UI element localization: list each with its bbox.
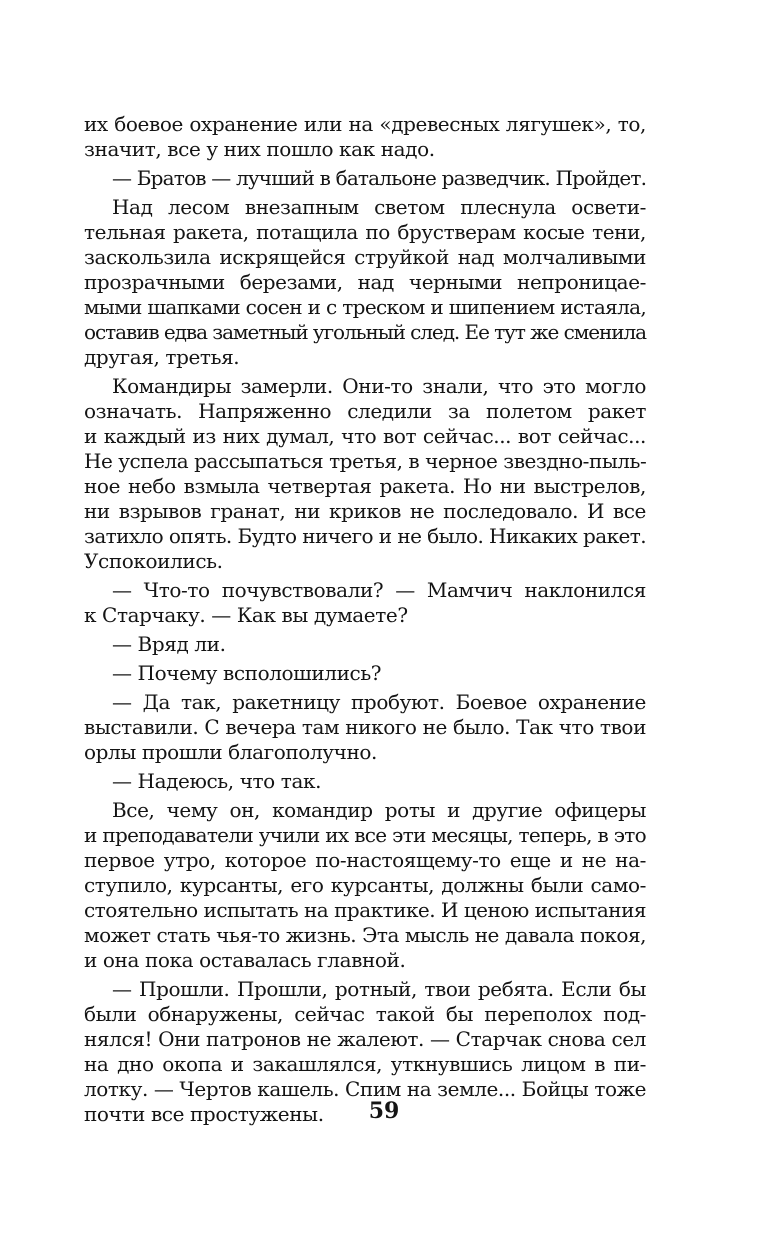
text-line: означать. Напряженно следили за полетом ракет [84,399,646,423]
text-line: — Надеюсь, что так. [112,769,322,793]
text-line: лотку. — Чертов кашель. Спим на земле... Бойцы тоже [84,1077,647,1101]
text-line: и каждый из них думал, что вот сейчас... вот сейчас... [84,424,646,448]
text-line: — Братов — лучший в батальоне разведчик. Пройдет. [112,166,647,190]
text-line: нялся! Они патронов не жалеют. — Старчак снова сел [84,1027,646,1051]
text-line: затихло опять. Будто ничего и не было. Никаких ракет. [84,524,646,548]
text-line: мыми шапками сосен и с треском и шипением истаяла, [84,295,647,319]
text-line: ное небо взмыла четвертая ракета. Но ни выстрелов, [84,474,646,498]
text-line: стоятельно испытать на практике. И ценою испытания [84,898,646,922]
text-line: Над лесом внезапным светом плеснула освети- [112,195,646,219]
text-line: — Что-то почувствовали? — Мамчич наклонился [112,578,646,602]
text-line: почти все простужены. [84,1102,324,1126]
text-line: орлы прошли благополучно. [84,740,377,764]
text-line: Успокоились. [84,549,223,573]
text-line: ступило, курсанты, его курсанты, должны были само- [84,873,646,897]
paragraph [84,632,646,657]
text-line: Командиры замерли. Они-то знали, что это могло [112,374,646,398]
paragraph [84,661,646,686]
text-line: — Почему всполошились? [112,661,382,685]
text-line: заскользила искрящейся струйкой над молчаливыми [84,245,646,269]
text-line: на дно окопа и закашлялся, уткнувшись лицом в пи- [84,1052,646,1076]
text-line: ни взрывов гранат, ни криков не последовало. И все [84,499,646,523]
paragraph [84,798,646,973]
text-line: другая, третья. [84,345,240,369]
text-line: может стать чья-то жизнь. Эта мысль не давала покоя, [84,923,646,947]
paragraph [84,690,646,765]
paragraph [84,112,646,162]
text-line: первое утро, которое по-настоящему-то еще и не на- [84,848,646,872]
text-line: — Да так, ракетницу пробуют. Боевое охранение [112,690,646,714]
text-line: прозрачными березами, над черными непроницае- [84,270,646,294]
text-line: оставив едва заметный угольный след. Ее тут же сменила [84,320,646,344]
text-line: Не успела рассыпаться третья, в черное звездно-пыль- [84,449,647,473]
paragraph [84,578,646,628]
paragraph [84,374,646,574]
paragraph [84,195,646,370]
paragraph [84,769,646,794]
paragraph [84,166,646,191]
text-line: значит, все у них пошло как надо. [84,137,435,161]
text-line: к Старчаку. — Как вы думаете? [84,603,408,627]
text-line: Все, чему он, командир роты и другие офицеры [112,798,646,822]
page-number: 59 [368,1098,400,1124]
text-line: и преподаватели учили их все эти месяцы, теперь, в это [84,823,646,847]
text-line: и она пока оставалась главной. [84,948,406,972]
text-line: выставили. С вечера там никого не было. Так что твои [84,715,646,739]
text-line: были обнаружены, сейчас такой бы переполох под- [84,1002,646,1026]
text-line: тельная ракета, потащила по брустверам косые тени, [84,220,646,244]
text-line: их боевое охранение или на «древесных лягушек», то, [84,112,646,136]
text-line: — Прошли. Прошли, ротный, твои ребята. Если бы [112,977,646,1001]
text-line: — Вряд ли. [112,632,226,656]
page-text [84,112,646,1131]
